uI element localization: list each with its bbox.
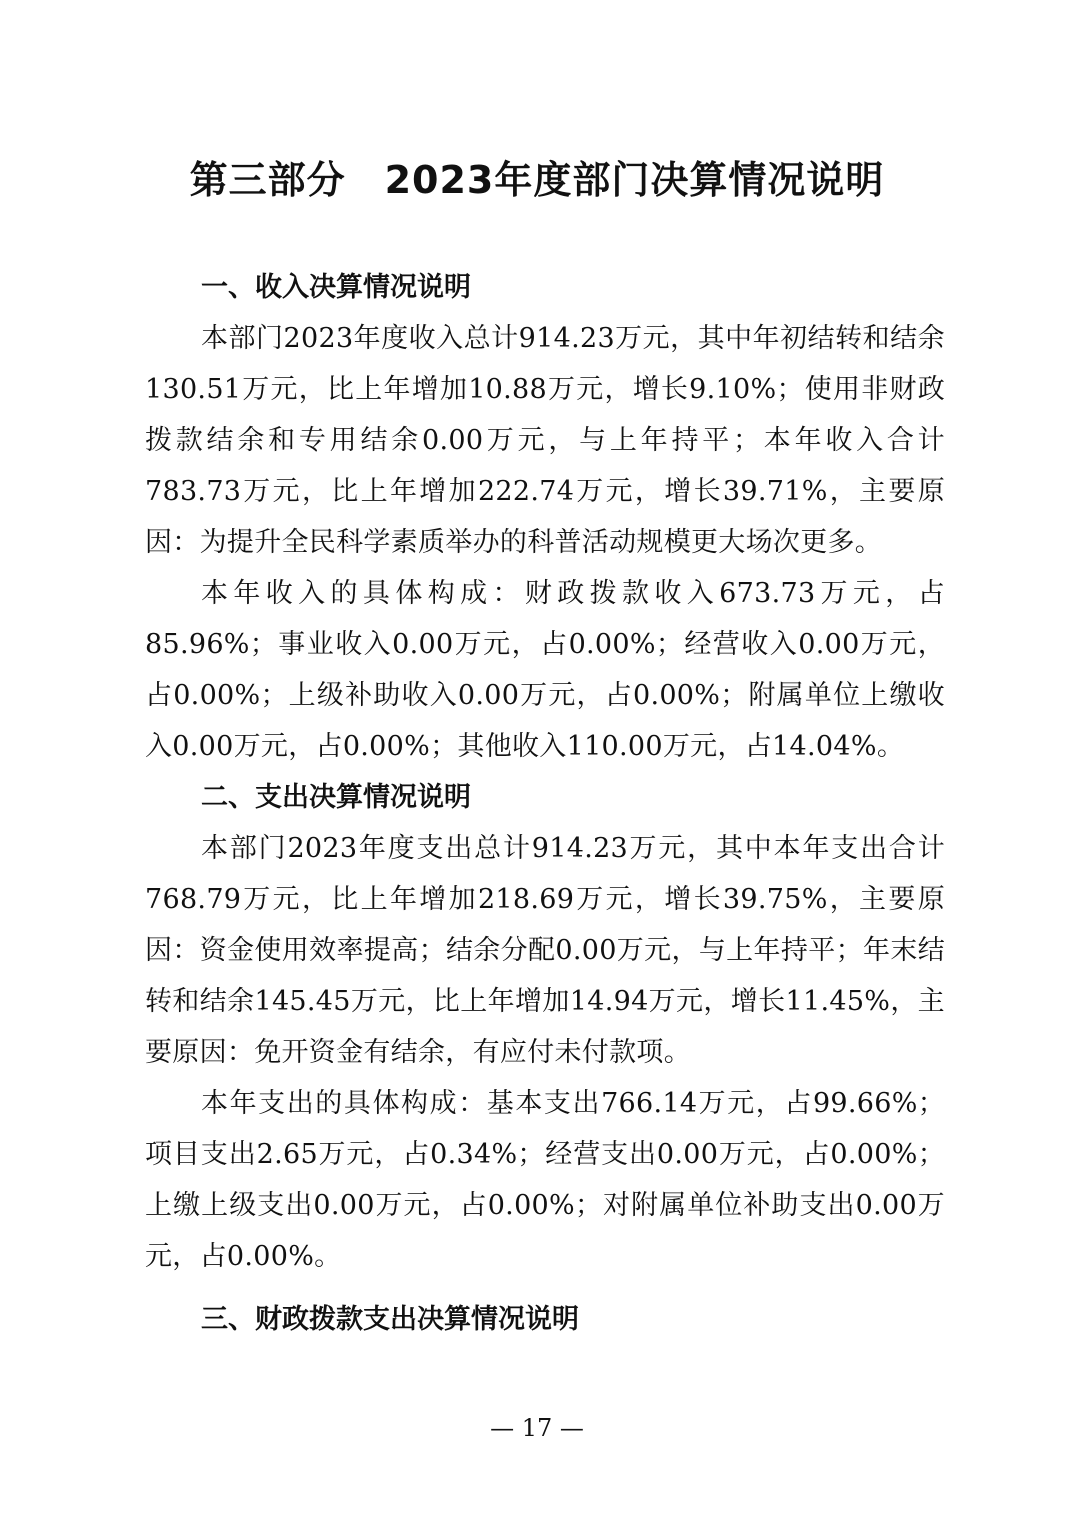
paragraph-income-summary: 本部门2023年度收入总计914.23万元，其中年初结转和结余130.51万元，比上年增加10.88万元，增长9.10%；使用非财政拨款结余和专用结余0.00万元，与上年持平；本年收入合计783.73万元，比上年增加222.74万元，增长39.71%，主要原因：为提升全民科学素质举办的科普活动规模更大场次更多。 [145,323,945,558]
page-title: 第三部分 2023年度部门决算情况说明 [189,158,885,202]
paragraph-expenditure-summary: 本部门2023年度支出总计914.23万元，其中本年支出合计768.79万元，比上年增加218.69万元，增长39.75%，主要原因：资金使用效率提高；结余分配0.00万元，与上年持平；年末结转和结余145.45万元，比上年增加14.94万元，增长11.45%，主要原因：免开资金有结余，有应付未付款项。 [145,833,945,1068]
paragraph-income-composition: 本年收入的具体构成：财政拨款收入673.73万元，占85.96%；事业收入0.00万元，占0.00%；经营收入0.00万元，占0.00%；上级补助收入0.00万元，占0.00%；附属单位上缴收入0.00万元，占0.00%；其他收入110.00万元，占14.04%。 [145,578,945,762]
section-heading-expenditure: 二、支出决算情况说明 [201,782,471,813]
section-heading-income: 一、收入决算情况说明 [201,272,471,303]
document-body [145,262,945,1345]
paragraph-expenditure-composition: 本年支出的具体构成：基本支出766.14万元，占99.66%；项目支出2.65万元，占0.34%；经营支出0.00万元，占0.00%；上缴上级支出0.00万元，占0.00%；对附属单位补助支出0.00万元，占0.00%。 [145,1088,945,1272]
page-number: — 17 — [490,1414,584,1442]
section-heading-fiscal-expenditure: 三、财政拨款支出决算情况说明 [201,1304,579,1335]
